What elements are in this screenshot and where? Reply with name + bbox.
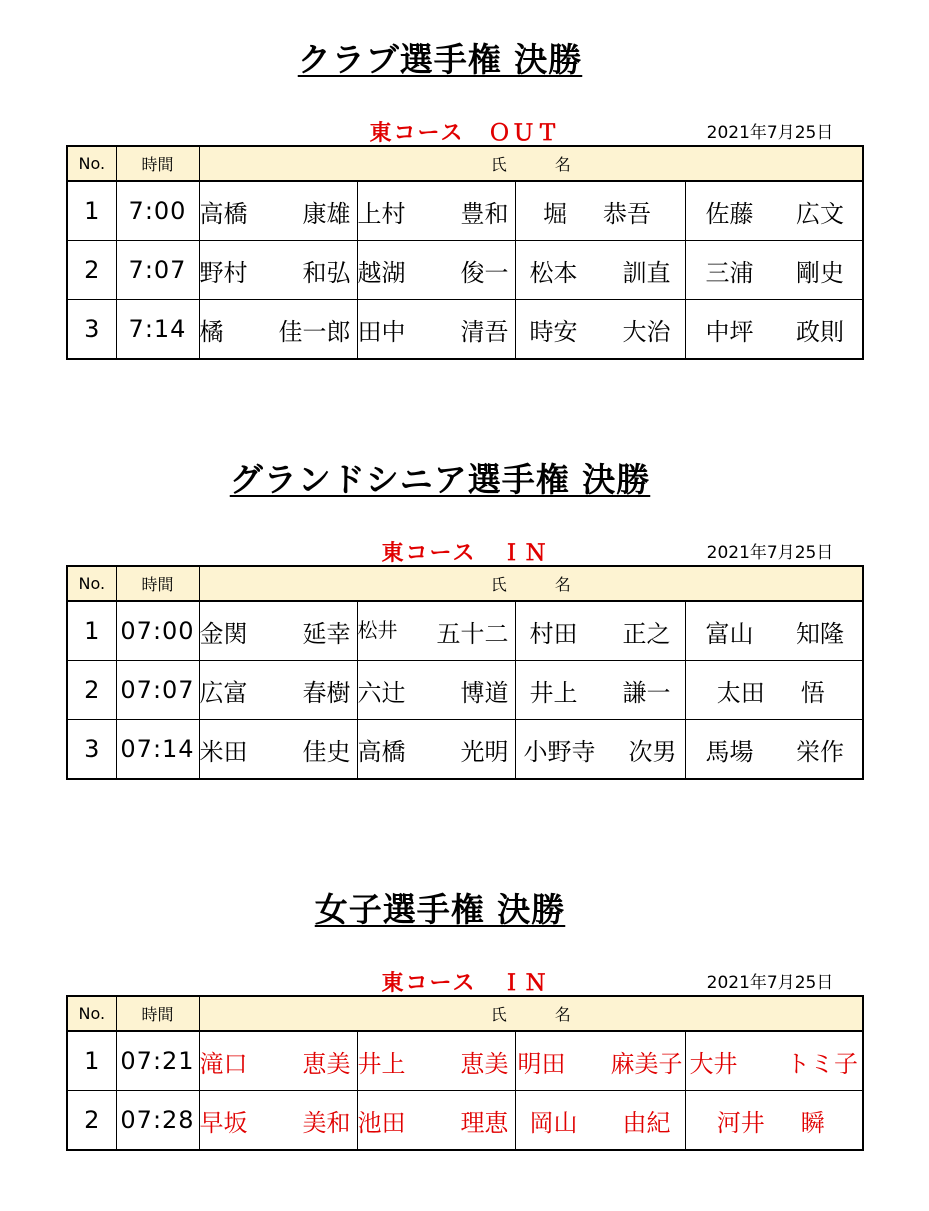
player-name: [515, 241, 685, 300]
player-name: [199, 720, 357, 780]
row-time: 07:07: [116, 661, 199, 720]
table-row: [67, 181, 863, 241]
row-time: 07:21: [116, 1031, 199, 1091]
given-name: 栄作: [796, 737, 845, 766]
section-title-grand-senior: グランドシニア選手権 決勝: [229, 460, 651, 499]
given-name: 麻美子: [610, 1049, 683, 1078]
given-name: 悟: [800, 678, 825, 707]
given-name: 延幸: [302, 619, 351, 648]
player-name: [685, 181, 863, 241]
table-row: [67, 661, 863, 720]
tee-time-table-ladies: [66, 995, 864, 1151]
date-label: 2021年7月25日: [706, 973, 834, 993]
family-name: 中坪: [705, 317, 754, 346]
given-name: 和弘: [302, 258, 351, 287]
row-time: 7:00: [116, 181, 199, 241]
player-name: [515, 720, 685, 780]
row-no: 1: [67, 181, 116, 241]
player-name: [357, 601, 515, 661]
player-name: [199, 661, 357, 720]
player-name: [515, 300, 685, 360]
given-name: 訓直: [622, 258, 671, 287]
table-row: [67, 300, 863, 360]
family-name: 上村: [357, 199, 406, 228]
family-name: 高橋: [199, 199, 248, 228]
row-no: 2: [67, 1091, 116, 1151]
row-no: 1: [67, 1031, 116, 1091]
given-name: 美和: [302, 1108, 351, 1137]
table-row: [67, 241, 863, 300]
player-name: [515, 1091, 685, 1151]
family-name: 越湖: [357, 258, 406, 287]
header-name: 氏 名: [199, 146, 863, 181]
family-name: 時安: [529, 317, 578, 346]
row-no: 3: [67, 300, 116, 360]
header-name: 氏 名: [199, 566, 863, 601]
table-header: [67, 566, 863, 601]
family-name: 井上: [529, 678, 578, 707]
given-name: 正之: [622, 619, 671, 648]
family-name: 大井: [689, 1049, 738, 1078]
family-name: 明田: [517, 1049, 566, 1078]
given-name: 清吾: [460, 317, 509, 346]
player-name: [357, 181, 515, 241]
player-name: [515, 181, 685, 241]
date-label: 2021年7月25日: [706, 123, 834, 143]
player-name: [515, 661, 685, 720]
header-time: 時間: [116, 996, 199, 1031]
family-name: 井上: [357, 1049, 406, 1078]
player-name: [685, 300, 863, 360]
family-name: 早坂: [199, 1108, 248, 1137]
given-name: 由紀: [622, 1108, 671, 1137]
section-title-club: クラブ選手権 決勝: [297, 40, 583, 79]
player-name: [357, 720, 515, 780]
family-name: 高橋: [357, 737, 406, 766]
family-name: 堀: [543, 199, 567, 228]
row-time: 07:00: [116, 601, 199, 661]
player-name: [685, 720, 863, 780]
header-no: No.: [67, 566, 116, 601]
row-no: 2: [67, 241, 116, 300]
header-time: 時間: [116, 566, 199, 601]
player-name: [515, 1031, 685, 1091]
header-name: 氏 名: [199, 996, 863, 1031]
player-name: [685, 601, 863, 661]
family-name: 三浦: [705, 258, 754, 287]
table-row: [67, 1031, 863, 1091]
row-no: 2: [67, 661, 116, 720]
table-row: [67, 601, 863, 661]
player-name: [199, 601, 357, 661]
family-name: 河井: [716, 1108, 765, 1137]
player-name: [199, 181, 357, 241]
header-time: 時間: [116, 146, 199, 181]
given-name: トミ子: [786, 1049, 859, 1078]
player-name: [199, 300, 357, 360]
given-name: 知隆: [796, 619, 845, 648]
player-name: [199, 1091, 357, 1151]
given-name: 理恵: [460, 1108, 509, 1137]
date-label: 2021年7月25日: [706, 543, 834, 563]
family-name: 松本: [529, 258, 578, 287]
player-name: [199, 241, 357, 300]
player-name: [199, 1031, 357, 1091]
header-no: No.: [67, 996, 116, 1031]
player-name: [685, 1091, 863, 1151]
given-name: 博道: [460, 678, 509, 707]
given-name: 恵美: [460, 1049, 509, 1078]
player-name: [357, 661, 515, 720]
player-name: [357, 1031, 515, 1091]
family-name: 太田: [716, 678, 765, 707]
given-name: 佳一郎: [278, 317, 351, 346]
header-no: No.: [67, 146, 116, 181]
family-name: 岡山: [529, 1108, 578, 1137]
player-name: [685, 661, 863, 720]
family-name: 富山: [705, 619, 754, 648]
given-name: 光明: [460, 737, 509, 766]
given-name: 政則: [796, 317, 845, 346]
row-time: 7:07: [116, 241, 199, 300]
course-label: 東コース ＯＵＴ: [369, 121, 561, 146]
given-name: 春樹: [302, 678, 351, 707]
table-header: [67, 146, 863, 181]
row-time: 7:14: [116, 300, 199, 360]
family-name: 村田: [529, 619, 578, 648]
given-name: 俊一: [460, 258, 509, 287]
section-title-ladies: 女子選手権 決勝: [314, 890, 566, 929]
family-name: 馬場: [705, 737, 754, 766]
player-name: [685, 241, 863, 300]
given-name: 恵美: [302, 1049, 351, 1078]
given-name: 康雄: [302, 199, 351, 228]
given-name: 次男: [628, 737, 677, 766]
player-name: [357, 1091, 515, 1151]
family-name: 田中: [357, 317, 406, 346]
family-name: 池田: [357, 1108, 406, 1137]
family-name: 橘: [199, 317, 224, 346]
family-name: 佐藤: [705, 199, 754, 228]
family-name: 米田: [199, 737, 248, 766]
family-name: 金関: [199, 619, 248, 648]
player-name: [357, 300, 515, 360]
given-name: 五十二: [436, 619, 509, 648]
table-header: [67, 996, 863, 1031]
player-name: [515, 601, 685, 661]
family-name: 野村: [199, 258, 248, 287]
given-name: 広文: [796, 199, 845, 228]
row-no: 3: [67, 720, 116, 780]
given-name: 剛史: [796, 258, 845, 287]
course-label: 東コース ＩＮ: [381, 541, 549, 566]
family-name: 六辻: [357, 678, 406, 707]
course-label: 東コース ＩＮ: [381, 971, 549, 996]
table-row: [67, 720, 863, 780]
row-no: 1: [67, 601, 116, 661]
family-name: 滝口: [199, 1049, 248, 1078]
given-name: 佳史: [302, 737, 351, 766]
given-name: 謙一: [622, 678, 671, 707]
table-row: [67, 1091, 863, 1151]
given-name: 豊和: [460, 199, 509, 228]
row-time: 07:28: [116, 1091, 199, 1151]
given-name: 大治: [622, 317, 671, 346]
player-name: [357, 241, 515, 300]
given-name: 恭吾: [603, 199, 651, 228]
player-name: [685, 1031, 863, 1091]
tee-time-table-grand-senior: [66, 565, 864, 780]
given-name: 瞬: [800, 1108, 825, 1137]
family-name: 小野寺: [523, 737, 596, 766]
tee-time-table-club: [66, 145, 864, 360]
row-time: 07:14: [116, 720, 199, 780]
family-name: 広富: [199, 678, 248, 707]
family-name: 松井: [357, 617, 398, 642]
